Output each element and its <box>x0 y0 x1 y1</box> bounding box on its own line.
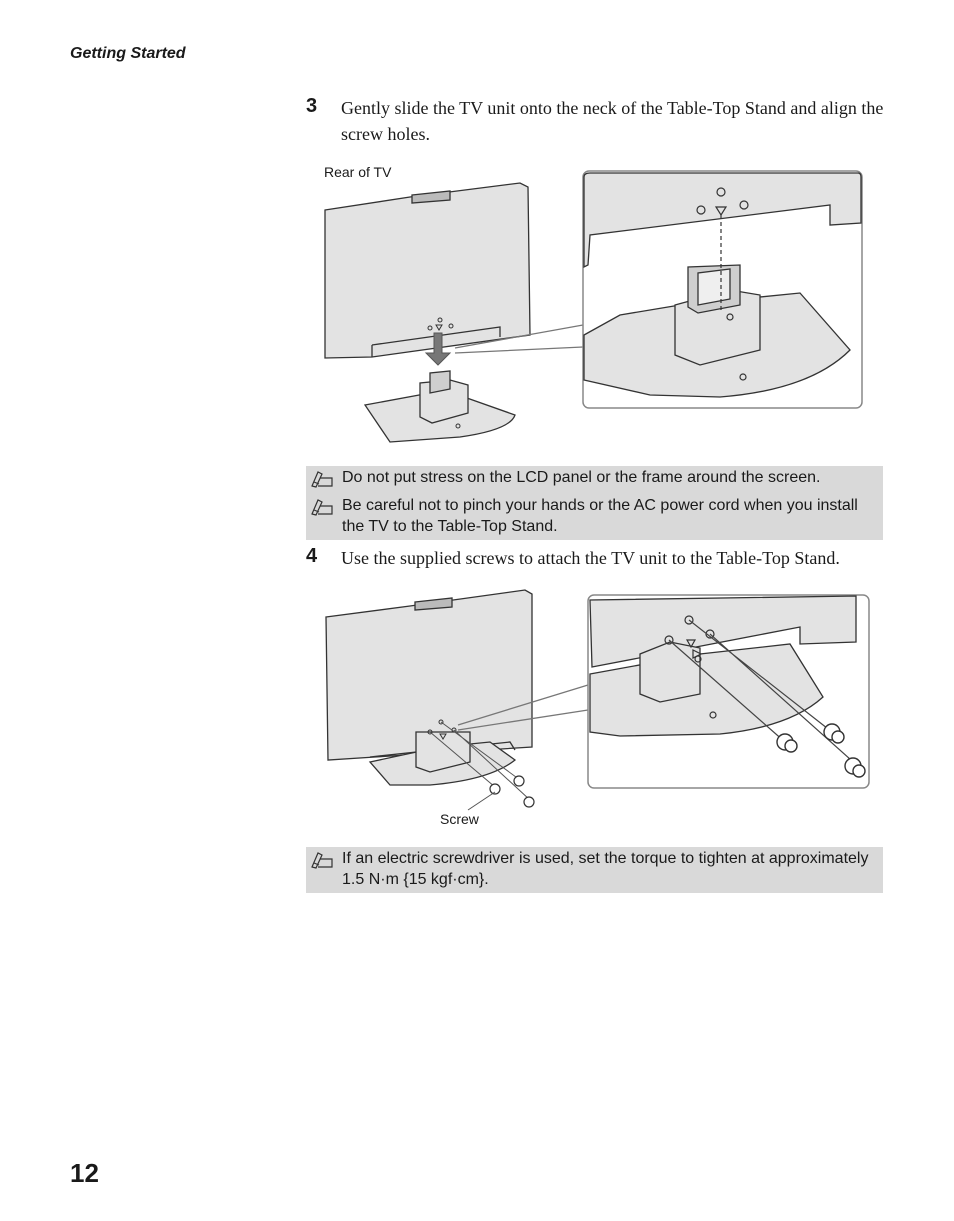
note-text: Be careful not to pinch your hands or the AC power cord when you install the TV to the Table-Top Stand. <box>342 497 858 535</box>
step-4 <box>306 545 886 575</box>
pencil-note-icon <box>310 468 336 488</box>
figure-attach-screws <box>320 582 875 812</box>
rear-of-tv-label: Rear of TV <box>324 164 392 180</box>
step-text: Use the supplied screws to attach the TV unit to the Table-Top Stand. <box>341 548 840 568</box>
note-text: If an electric screwdriver is used, set the torque to tighten at approximately 1.5 N·m {15 kgf·cm}. <box>342 850 869 888</box>
note-item <box>306 467 882 488</box>
step-text: Gently slide the TV unit onto the neck of the Table-Top Stand and align the screw holes. <box>341 98 884 144</box>
step-number: 4 <box>306 545 318 567</box>
note-item <box>306 848 882 890</box>
step-3 <box>306 95 886 150</box>
note-item <box>306 495 882 537</box>
page-number: 12 <box>70 1158 99 1188</box>
note-box-step4 <box>306 847 883 893</box>
pencil-note-icon <box>310 496 336 516</box>
figure-tv-slide-onto-stand <box>320 165 870 450</box>
step-number: 3 <box>306 95 318 117</box>
pencil-note-icon <box>310 849 336 869</box>
screw-label: Screw <box>440 811 479 827</box>
note-text: Do not put stress on the LCD panel or the frame around the screen. <box>342 469 821 486</box>
note-box-step3 <box>306 466 883 540</box>
section-title: Getting Started <box>70 45 186 62</box>
